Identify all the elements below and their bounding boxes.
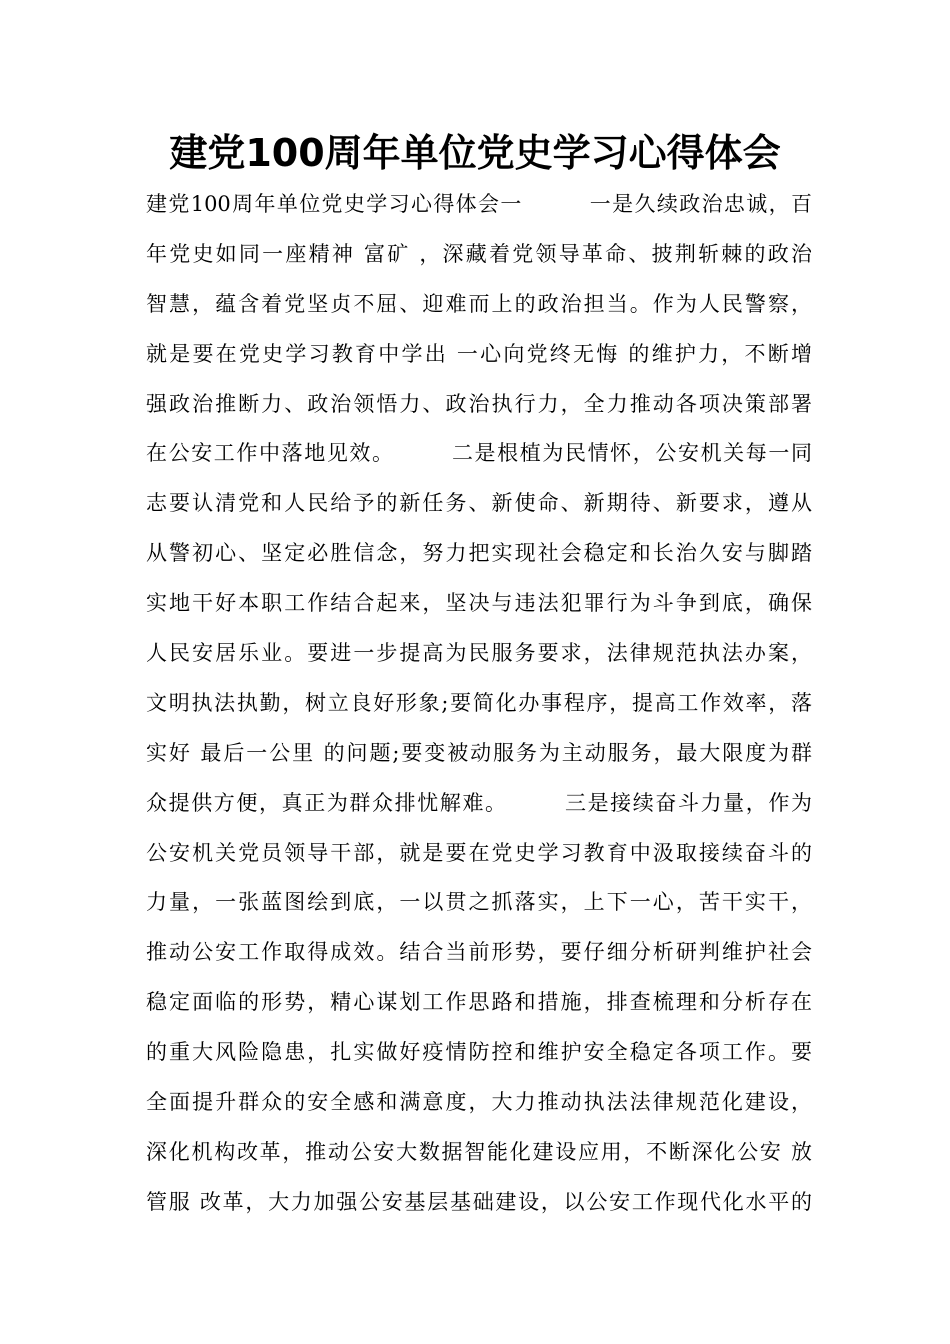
document-body [146, 184, 812, 1232]
body-line: 公安机关党员领导干部，就是要在党史学习教育中汲取接续奋斗的 [146, 840, 812, 865]
body-line: 众提供方便，真正为群众排忧解难。 三是接续奋斗力量，作为 [146, 790, 812, 815]
body-line: 强政治推断力、政治领悟力、政治执行力，全力推动各项决策部署 [146, 391, 812, 416]
body-line: 智慧，蕴含着党坚贞不屈、迎难而上的政治担当。作为人民警察， [146, 291, 812, 316]
body-line: 实地干好本职工作结合起来，坚决与违法犯罪行为斗争到底，确保 [146, 591, 812, 616]
body-line: 建党100周年单位党史学习心得体会一 一是久续政治忠诚，百 [146, 192, 812, 216]
body-line: 力量，一张蓝图绘到底，一以贯之抓落实，上下一心，苦干实干， [146, 890, 812, 915]
body-line: 实好 最后一公里 的问题;要变被动服务为主动服务，最大限度为群 [146, 740, 812, 765]
body-line: 深化机构改革，推动公安大数据智能化建设应用，不断深化公安 放 [146, 1139, 812, 1164]
body-line: 管服 改革，大力加强公安基层基础建设，以公安工作现代化水平的 [146, 1189, 812, 1214]
body-line: 在公安工作中落地见效。 二是根植为民情怀，公安机关每一同 [146, 441, 812, 466]
body-line: 稳定面临的形势，精心谋划工作思路和措施，排查梳理和分析存在 [146, 990, 812, 1015]
document-title: 建党100周年单位党史学习心得体会 [169, 131, 781, 175]
body-line: 年党史如同一座精神 富矿 ，深藏着党领导革命、披荆斩棘的政治 [146, 241, 812, 266]
body-line: 的重大风险隐患，扎实做好疫情防控和维护安全稳定各项工作。要 [146, 1040, 812, 1065]
body-line: 全面提升群众的安全感和满意度，大力推动执法法律规范化建设， [146, 1090, 812, 1115]
body-line: 从警初心、坚定必胜信念，努力把实现社会稳定和长治久安与脚踏 [146, 541, 812, 566]
body-line: 志要认清党和人民给予的新任务、新使命、新期待、新要求，遵从 [146, 491, 812, 516]
body-line: 就是要在党史学习教育中学出 一心向党终无悔 的维护力，不断增 [146, 341, 812, 366]
body-line: 文明执法执勤，树立良好形象;要简化办事程序，提高工作效率，落 [146, 690, 812, 715]
body-line: 人民安居乐业。要进一步提高为民服务要求，法律规范执法办案， [146, 641, 812, 666]
body-line: 推动公安工作取得成效。结合当前形势，要仔细分析研判维护社会 [146, 940, 812, 965]
